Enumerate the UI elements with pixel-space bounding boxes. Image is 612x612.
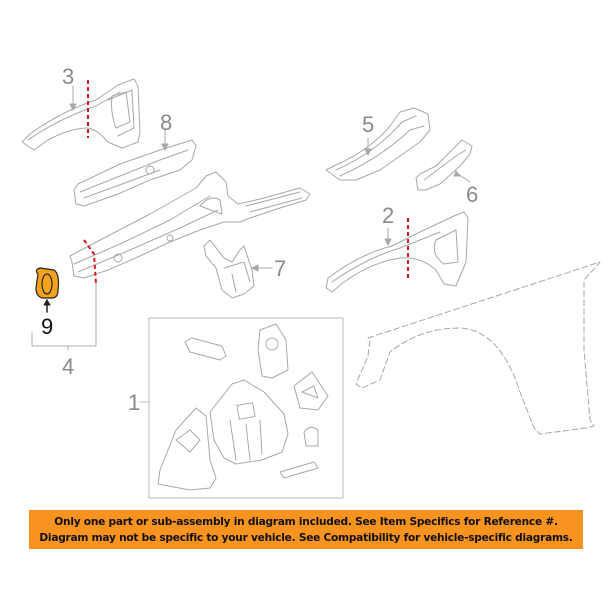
part-3-apron xyxy=(22,79,140,150)
part-7-bracket xyxy=(204,240,272,298)
callout-7: 7 xyxy=(274,256,287,281)
disclaimer-line-2: Diagram may not be specific to your vehicle. See Compatibility for vehicle-specific diagrams. xyxy=(39,531,573,544)
disclaimer-banner xyxy=(29,510,583,549)
part-4-frame-rail xyxy=(32,172,310,350)
callout-2: 2 xyxy=(382,203,395,228)
callout-9: 9 xyxy=(41,314,54,339)
part-2-apron xyxy=(326,212,468,292)
part-5-reinforcement xyxy=(326,108,430,180)
disclaimer-line-1: Only one part or sub-assembly in diagram included. See Item Specifics for Reference #. xyxy=(54,515,558,528)
part-8-rail-extension xyxy=(74,130,196,206)
callout-5: 5 xyxy=(362,112,375,137)
part-9-plug xyxy=(36,268,59,312)
callout-1: 1 xyxy=(128,390,141,415)
fender-outline xyxy=(356,262,600,434)
part-1-subassembly xyxy=(140,318,343,498)
callout-8: 8 xyxy=(160,110,173,135)
callout-6: 6 xyxy=(466,182,479,207)
callout-4: 4 xyxy=(62,354,75,379)
part-6-bracket xyxy=(416,140,472,190)
callout-3: 3 xyxy=(62,64,75,89)
